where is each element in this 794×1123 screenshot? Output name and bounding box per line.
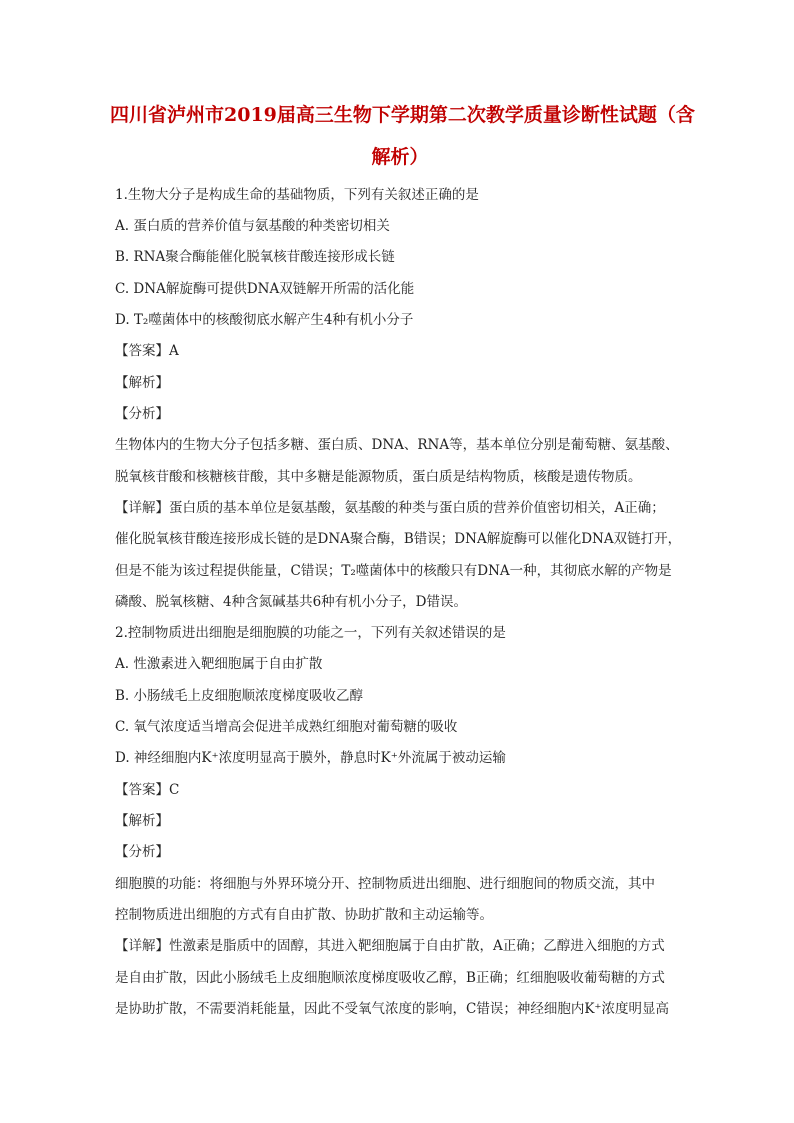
question-1-stem: 1.生物大分子是构成生命的基础物质，下列有关叙述正确的是 xyxy=(115,187,479,203)
question-1-answer: 【答案】A xyxy=(115,343,179,359)
question-1-analysis-line: 生物体内的生物大分子包括多糖、蛋白质、DNA、RNA等，基本单位分别是葡萄糖、氨基酸、 xyxy=(115,437,679,453)
page-title-line-1: 四川省泸州市2019届高三生物下学期第二次教学质量诊断性试题（含 xyxy=(110,104,695,126)
question-1-option-c: C. DNA解旋酶可提供DNA双链解开所需的活化能 xyxy=(115,281,415,297)
question-2-analysis-line: 细胞膜的功能：将细胞与外界环境分开、控制物质进出细胞、进行细胞间的物质交流，其中 xyxy=(115,876,655,892)
question-2-detail-line: 是协助扩散，不需要消耗能量，因此不受氧气浓度的影响，C错误；神经细胞内K⁺浓度明显高 xyxy=(115,1001,670,1017)
question-2-option-b: B. 小肠绒毛上皮细胞顺浓度梯度吸收乙醇 xyxy=(115,688,364,704)
question-2-option-a: A. 性激素进入靶细胞属于自由扩散 xyxy=(115,656,323,672)
question-2-answer: 【答案】C xyxy=(115,782,180,798)
question-1-option-a: A. 蛋白质的营养价值与氨基酸的种类密切相关 xyxy=(115,218,390,234)
question-1-option-b: B. RNA聚合酶能催化脱氧核苷酸连接形成长链 xyxy=(115,249,395,265)
question-2-analysis-line: 控制物质进出细胞的方式有自由扩散、协助扩散和主动运输等。 xyxy=(115,907,493,923)
question-2-explanation-heading: 【解析】 xyxy=(115,813,169,829)
question-2-analysis-heading: 【分析】 xyxy=(115,844,169,860)
question-1-option-d: D. T₂噬菌体中的核酸彻底水解产生4种有机小分子 xyxy=(115,312,414,328)
question-1-detail-line: 磷酸、脱氧核糖、4种含氮碱基共6种有机小分子，D错误。 xyxy=(115,594,468,610)
question-2-detail-line: 是自由扩散，因此小肠绒毛上皮细胞顺浓度梯度吸收乙醇，B正确；红细胞吸收葡萄糖的方式 xyxy=(115,970,665,986)
question-1-analysis-line: 脱氧核苷酸和核糖核苷酸，其中多糖是能源物质，蛋白质是结构物质，核酸是遗传物质。 xyxy=(115,469,642,485)
question-1-explanation-heading: 【解析】 xyxy=(115,375,169,391)
question-1-detail-line: 催化脱氧核苷酸连接形成长链的是DNA聚合酶，B错误；DNA解旋酶可以催化DNA双链打开， xyxy=(115,531,682,547)
question-2-stem: 2.控制物质进出细胞是细胞膜的功能之一，下列有关叙述错误的是 xyxy=(115,625,506,641)
question-2-option-d: D. 神经细胞内K⁺浓度明显高于膜外，静息时K⁺外流属于被动运输 xyxy=(115,750,506,766)
question-2-option-c: C. 氧气浓度适当增高会促进羊成熟红细胞对葡萄糖的吸收 xyxy=(115,719,458,735)
page-title-line-2: 解析） xyxy=(371,146,429,168)
question-2-detail-line: 【详解】性激素是脂质中的固醇，其进入靶细胞属于自由扩散，A正确；乙醇进入细胞的方式 xyxy=(115,938,665,954)
question-1-detail-line: 【详解】蛋白质的基本单位是氨基酸，氨基酸的种类与蛋白质的营养价值密切相关，A正确； xyxy=(115,500,665,516)
question-1-analysis-heading: 【分析】 xyxy=(115,406,169,422)
question-1-detail-line: 但是不能为该过程提供能量，C错误；T₂噬菌体中的核酸只有DNA一种，其彻底水解的产物是 xyxy=(115,563,672,579)
